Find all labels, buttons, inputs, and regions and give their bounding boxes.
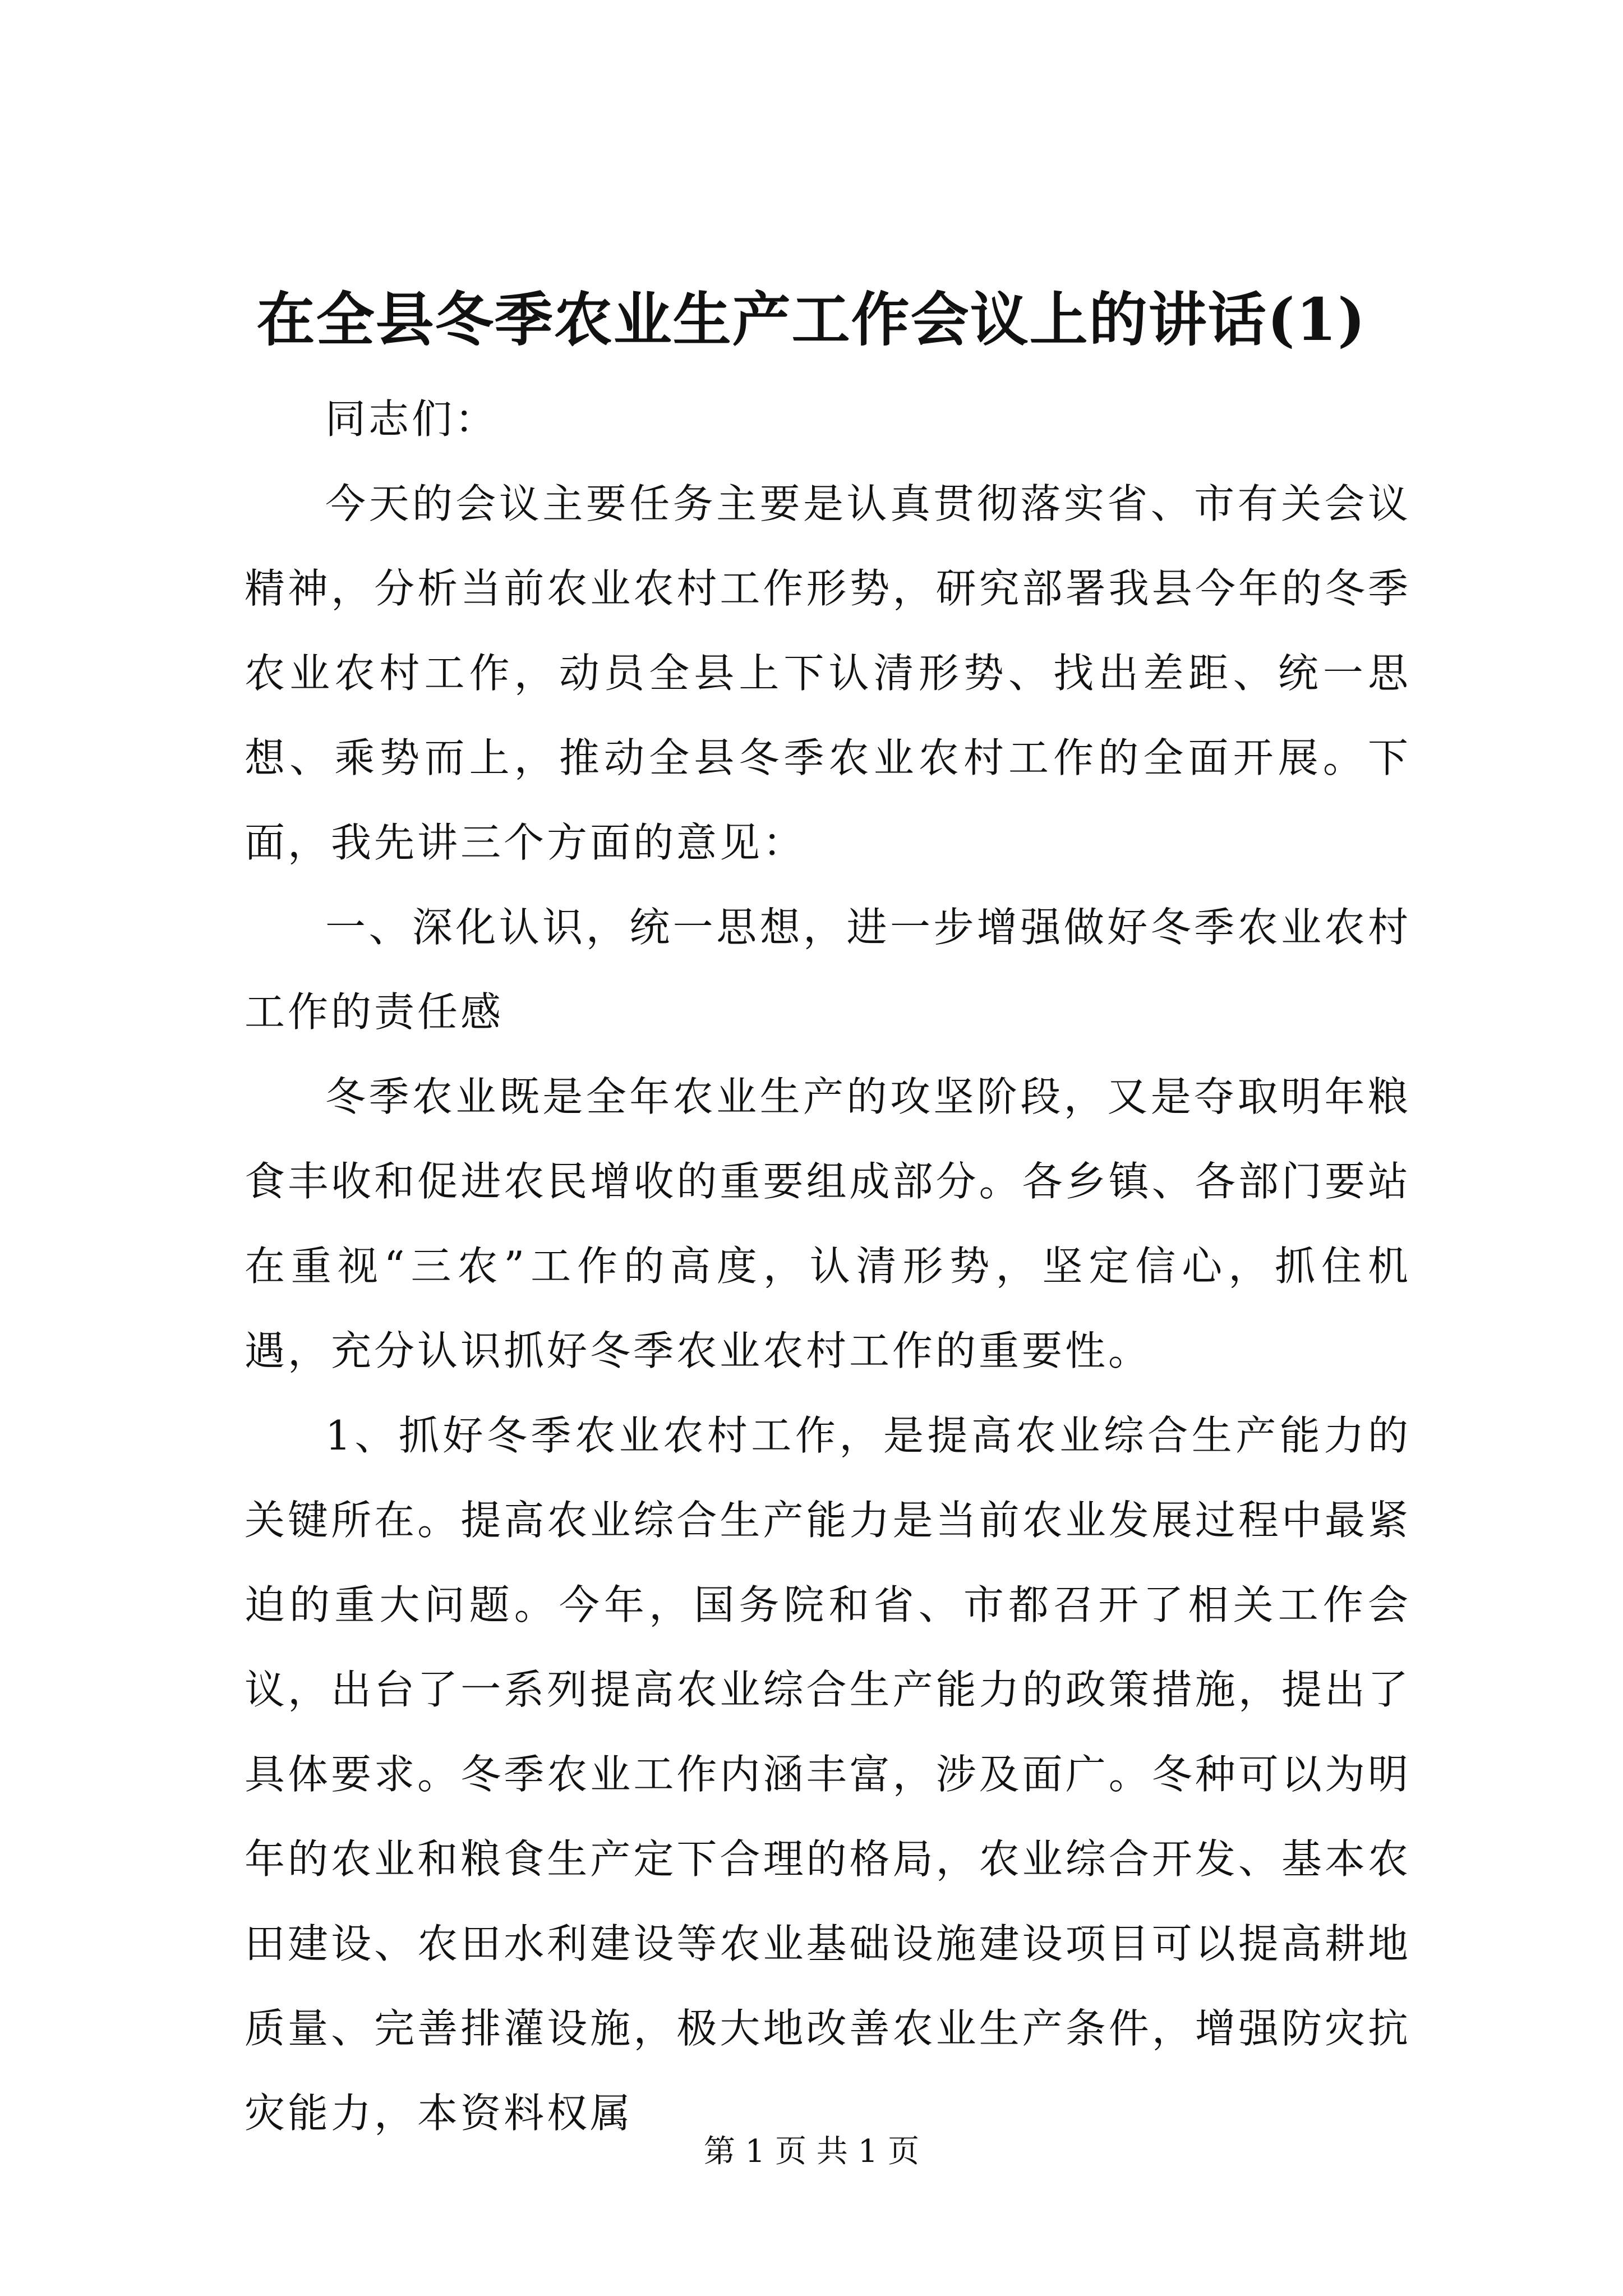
salutation-paragraph: 同志们： <box>325 395 499 443</box>
page-number-footer: 第 1 页 共 1 页 <box>703 2133 920 2170</box>
body-paragraph: 1、抓好冬季农业农村工作，是提高农业综合生产能力的关键所在。提高农业综合生产能力是当前农业发展过程中最紧迫的重大问题。今年，国务院和省、市都召开了相关工作会议，出台了一系列提高农业综合生产能力的政策措施，提出了具体要求。冬季农业工作内涵丰富，涉及面广。冬种可以为明年的农业和粮食生产定下合理的格局，农业综合开发、基本农田建设、农田水利建设等农业基础设施建设项目可以提高耕地质量、完善排灌设施，极大地改善农业生产条件，增强防灾抗灾能力，本资料权属 <box>245 1412 1411 2137</box>
section-heading-1: 一、深化认识，统一思想，进一步增强做好冬季农业农村工作的责任感 <box>245 904 1411 1036</box>
document-title: 在全县冬季农业生产工作会议上的讲话(1) <box>256 285 1367 354</box>
body-paragraph: 冬季农业既是全年农业生产的攻坚阶段，又是夺取明年粮食丰收和促进农民增收的重要组成部分。各乡镇、各部门要站在重视“三农”工作的高度，认清形势，坚定信心，抓住机遇，充分认识抓好冬季农业农村工作的重要性。 <box>245 1073 1411 1374</box>
intro-paragraph: 今天的会议主要任务主要是认真贯彻落实省、市有关会议精神，分析当前农业农村工作形势，研究部署我县今年的冬季农业农村工作，动员全县上下认清形势、找出差距、统一思想、乘势而上，推动全县冬季农业农村工作的全面开展。下面，我先讲三个方面的意见： <box>245 480 1411 866</box>
document-body <box>245 377 1411 2156</box>
